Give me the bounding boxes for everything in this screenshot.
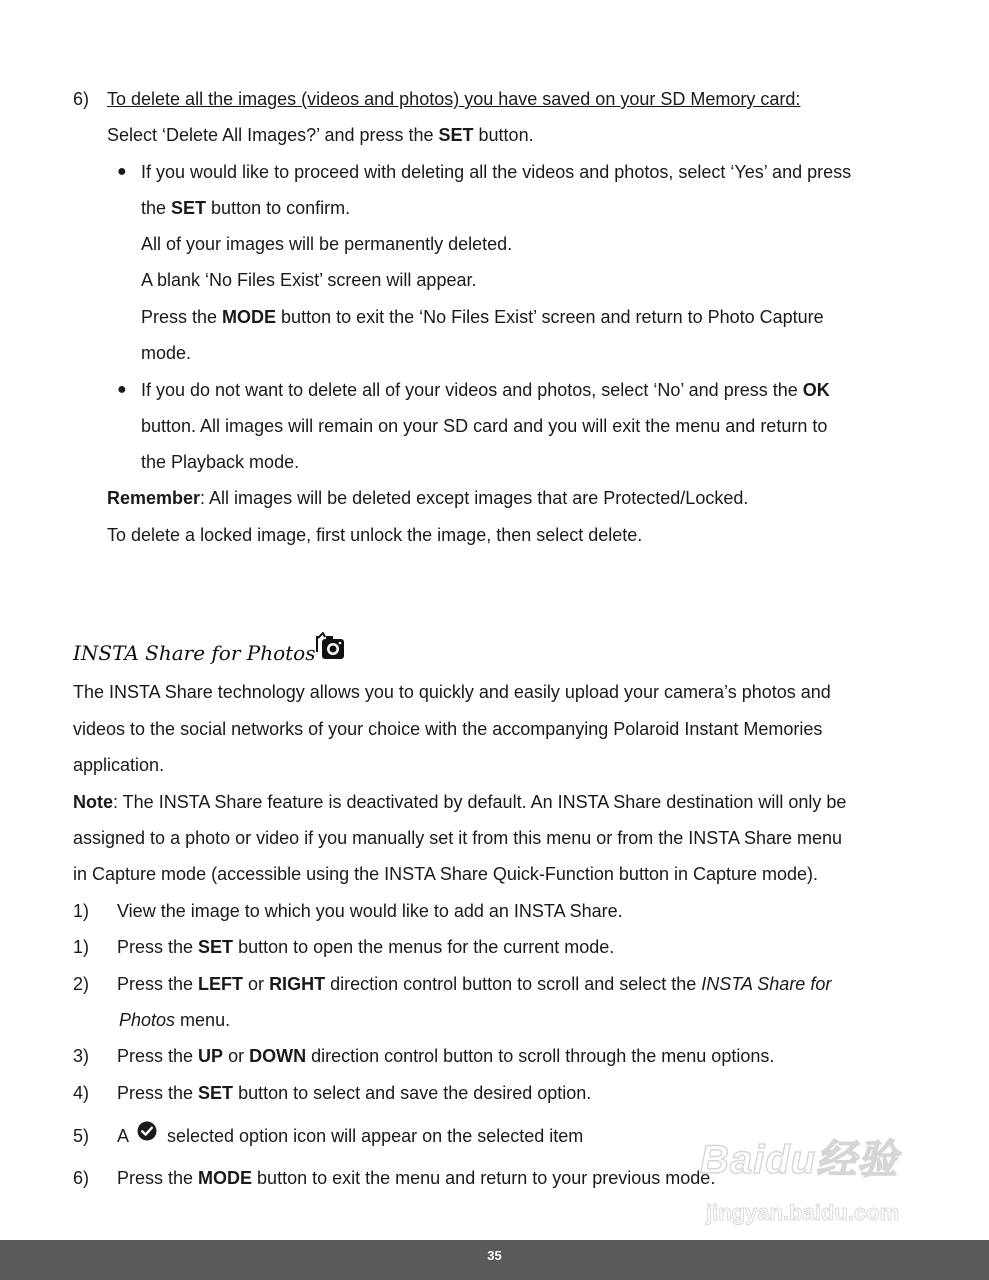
step-number: 6) [73,1168,90,1188]
section-title: INSTA Share for Photos [73,641,316,665]
remember-note: Remember: All images will be deleted except images that are Protected/Locked. [107,488,749,508]
bullet-no-line-1: If you do not want to delete all of your videos and photos, select ‘No’ and press the OK [141,380,830,400]
bullet-no-line-2: button. All images will remain on your SD card and you will exit the menu and return to [141,416,828,436]
intro-line-1: The INSTA Share technology allows you to quickly and easily upload your camera’s photos and [73,682,831,702]
page-footer [0,1240,989,1280]
step-text: Press the MODE button to exit the menu and return to your previous mode. [117,1168,716,1188]
step-number: 2) [73,974,90,994]
step-6-heading: To delete all the images (videos and photos) you have saved on your SD Memory card: [107,89,801,109]
intro-line-2: videos to the social networks of your choice with the accompanying Polaroid Instant Memories [73,719,823,739]
locked-image-note: To delete a locked image, first unlock the image, then select delete. [107,525,643,545]
step-number: 3) [73,1046,90,1066]
step-number: 5) [73,1126,90,1146]
note-line-1: Note: The INSTA Share feature is deactivated by default. An INSTA Share destination will only be [73,792,847,812]
check-circle-icon [137,1121,157,1141]
watermark-url: jingyan.baidu.com [706,1200,900,1225]
note-line-3: in Capture mode (accessible using the INSTA Share Quick-Function button in Capture mode). [73,864,819,884]
bullet-yes-line-1: If you would like to proceed with deleting all the videos and photos, select ‘Yes’ and press [141,162,852,182]
step-text: selected option icon will appear on the selected item [167,1126,584,1146]
bullet-yes-line-6: mode. [141,343,192,363]
page-number: 35 [487,1248,502,1263]
step-number: 4) [73,1083,90,1103]
step-text: Press the LEFT or RIGHT direction control button to scroll and select the INSTA Share for [117,974,832,994]
step-text: Press the SET button to open the menus for the current mode. [117,937,615,957]
note-line-2: assigned to a photo or video if you manually set it from this menu or from the INSTA Share menu [73,828,843,848]
insta-share-photos-icon [316,632,346,662]
bullet-yes-marker: ● [117,163,127,180]
bullet-yes-line-3: All of your images will be permanently deleted. [141,234,513,254]
bullet-yes-line-2: the SET button to confirm. [141,198,351,218]
step-6-number: 6) [73,89,90,109]
step-text-prefix: A [117,1126,130,1146]
step-6-instruction: Select ‘Delete All Images?’ and press the SET button. [107,125,534,145]
bullet-yes-line-4: A blank ‘No Files Exist’ screen will appear. [141,270,477,290]
bullet-no-marker: ● [117,381,127,398]
watermark [700,1128,940,1240]
step-number: 1) [73,901,90,921]
bullet-no-line-3: the Playback mode. [141,452,300,472]
intro-line-3: application. [73,755,165,775]
step-number: 1) [73,937,90,957]
watermark-brand: Baidu经验 [700,1138,899,1182]
bullet-yes-line-5: Press the MODE button to exit the ‘No Files Exist’ screen and return to Photo Capture [141,307,824,327]
step-text-continued: Photos menu. [119,1010,231,1030]
step-text: Press the UP or DOWN direction control button to scroll through the menu options. [117,1046,775,1066]
step-text: View the image to which you would like to add an INSTA Share. [117,901,623,921]
step-text: Press the SET button to select and save the desired option. [117,1083,592,1103]
